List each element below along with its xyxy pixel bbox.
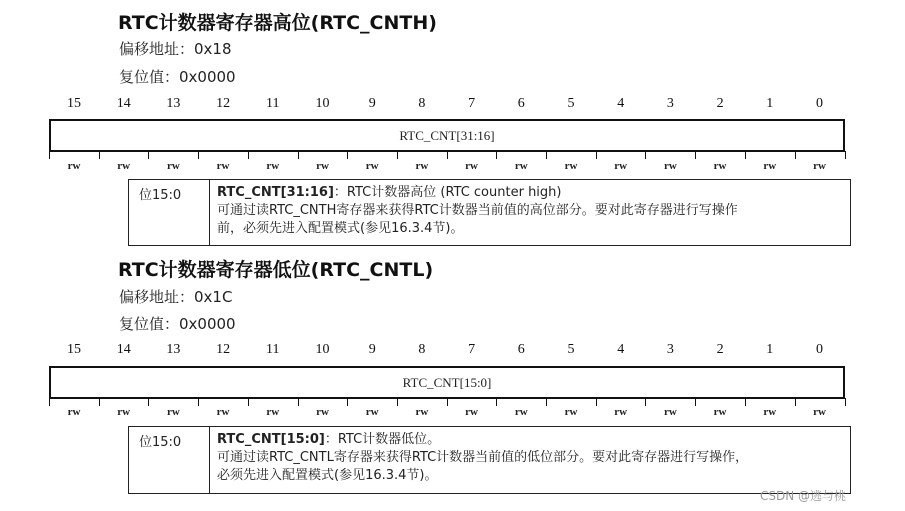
bit-number: 12 — [216, 342, 231, 357]
access-label: rw — [713, 406, 727, 418]
section-2-desc-line-2: 可通过读RTC_CNTL寄存器来获得RTC计数器当前值的低位部分。要对此寄存器进行写操作， — [217, 450, 749, 465]
bit-tick — [745, 151, 746, 159]
bit-tick — [645, 398, 646, 406]
access-label: rw — [365, 160, 379, 172]
section-2-desc-field: RTC_CNT[15:0] — [217, 432, 325, 447]
bit-tick — [645, 151, 646, 159]
access-label: rw — [514, 160, 528, 172]
access-label: rw — [663, 160, 677, 172]
bit-number: 0 — [816, 342, 823, 357]
section-2-bit-numbers — [48, 342, 848, 362]
access-label: rw — [465, 406, 478, 418]
bit-number: 1 — [766, 342, 774, 357]
bit-number: 13 — [166, 96, 181, 111]
access-label: rw — [117, 160, 131, 172]
bit-tick — [148, 398, 149, 406]
bit-number: 9 — [368, 342, 376, 357]
bit-tick — [596, 398, 597, 406]
access-label: rw — [564, 406, 578, 418]
access-label: rw — [67, 160, 81, 172]
bit-tick — [447, 151, 448, 159]
bit-tick — [745, 398, 746, 406]
access-label: rw — [365, 406, 379, 418]
bit-number: 1 — [766, 96, 774, 111]
bit-number: 3 — [666, 96, 674, 111]
section-2-register-field — [49, 366, 845, 399]
bit-tick — [397, 151, 398, 159]
access-label: rw — [763, 406, 777, 418]
access-label: rw — [166, 406, 180, 418]
bit-tick — [795, 151, 796, 159]
bit-number: 14 — [116, 96, 131, 111]
section-2-desc-bits: 位15:0 — [139, 435, 182, 450]
access-label: rw — [216, 160, 230, 172]
bit-tick — [695, 151, 696, 159]
bit-tick — [496, 398, 497, 406]
section-2-title: RTC计数器寄存器低位(RTC_CNTL) — [118, 259, 434, 281]
section-2-description-table — [128, 426, 851, 494]
section-1-desc-line-2: 可通过读RTC_CNTH寄存器来获得RTC计数器当前值的高位部分。要对此寄存器进行写操作 — [217, 203, 738, 218]
bit-tick — [795, 398, 796, 406]
access-label: rw — [117, 406, 131, 418]
section-2-desc-bits-cell — [129, 427, 210, 493]
section-1-bit-numbers — [48, 96, 848, 116]
bit-tick — [298, 398, 299, 406]
bit-number: 2 — [716, 96, 724, 111]
access-label: rw — [266, 160, 280, 172]
section-1-desc-line-3: 前，必须先进入配置模式(参见16.3.4节)。 — [217, 221, 464, 236]
bit-tick — [347, 398, 348, 406]
bit-tick — [845, 151, 846, 159]
section-1-description-table — [128, 179, 851, 246]
access-label: rw — [813, 406, 826, 418]
bit-number: 15 — [67, 96, 81, 111]
section-1-offset: 偏移地址：0x18 — [119, 40, 232, 58]
bit-tick — [248, 151, 249, 159]
bit-number: 7 — [468, 342, 476, 357]
bit-number: 11 — [266, 342, 280, 357]
bit-number: 6 — [517, 342, 525, 357]
section-2-offset: 偏移地址：0x1C — [119, 288, 233, 306]
bit-number: 10 — [315, 96, 330, 111]
watermark: CSDN @逃与桃 — [760, 489, 847, 503]
bit-number: 5 — [567, 96, 575, 111]
access-label: rw — [663, 406, 677, 418]
bit-tick — [695, 398, 696, 406]
bit-tick — [198, 398, 199, 406]
access-label: rw — [614, 406, 628, 418]
bit-tick — [397, 398, 398, 406]
bit-tick — [148, 151, 149, 159]
bit-tick — [248, 398, 249, 406]
bit-number: 3 — [666, 342, 674, 357]
bit-tick — [596, 151, 597, 159]
access-label: rw — [67, 406, 81, 418]
access-label: rw — [813, 160, 826, 172]
access-label: rw — [514, 406, 528, 418]
section-1-access-row — [48, 160, 848, 174]
bit-number: 4 — [617, 96, 625, 111]
section-2-desc-body — [217, 431, 842, 485]
bit-tick — [347, 151, 348, 159]
section-1-field-label: RTC_CNT[31:16] — [399, 127, 495, 143]
section-2-access-row — [48, 406, 848, 420]
bit-tick — [49, 398, 50, 406]
access-label: rw — [266, 406, 280, 418]
bit-number: 8 — [418, 342, 426, 357]
bit-number: 12 — [216, 96, 231, 111]
section-1-title: RTC计数器寄存器高位(RTC_CNTH) — [118, 12, 437, 34]
section-1-desc-bits: 位15:0 — [139, 188, 182, 203]
bit-tick — [99, 398, 100, 406]
section-2-desc-summary: ：RTC计数器低位。 — [324, 432, 441, 447]
section-2-reset: 复位值：0x0000 — [119, 315, 236, 333]
section-1-desc-bits-cell — [129, 180, 210, 245]
bit-number: 9 — [368, 96, 376, 111]
bit-number: 7 — [468, 96, 476, 111]
section-2-desc-line-3: 必须先进入配置模式(参见16.3.4节)。 — [217, 468, 438, 483]
access-label: rw — [763, 160, 777, 172]
bit-number: 15 — [67, 342, 81, 357]
section-2-bit-ticks — [48, 398, 848, 406]
bit-tick — [198, 151, 199, 159]
access-label: rw — [166, 160, 180, 172]
section-1-desc-summary: ：RTC计数器高位 (RTC counter high) — [333, 185, 562, 200]
bit-tick — [99, 151, 100, 159]
access-label: rw — [564, 160, 578, 172]
access-label: rw — [415, 160, 429, 172]
bit-tick — [546, 398, 547, 406]
bit-number: 13 — [166, 342, 181, 357]
access-label: rw — [713, 160, 727, 172]
bit-number: 10 — [315, 342, 330, 357]
bit-number: 5 — [567, 342, 575, 357]
section-1-desc-field: RTC_CNT[31:16] — [217, 185, 334, 200]
bit-tick — [49, 151, 50, 159]
bit-number: 8 — [418, 96, 426, 111]
bit-tick — [447, 398, 448, 406]
access-label: rw — [216, 406, 230, 418]
bit-number: 14 — [116, 342, 131, 357]
bit-tick — [546, 151, 547, 159]
bit-number: 6 — [517, 96, 525, 111]
section-1-desc-body — [217, 184, 842, 238]
section-2-field-label: RTC_CNT[15:0] — [402, 374, 492, 390]
bit-number: 11 — [266, 96, 280, 111]
bit-tick — [845, 398, 846, 406]
section-1-reset: 复位值：0x0000 — [119, 68, 236, 86]
access-label: rw — [415, 406, 429, 418]
access-label: rw — [614, 160, 628, 172]
access-label: rw — [465, 160, 478, 172]
bit-number: 2 — [716, 342, 724, 357]
bit-tick — [298, 151, 299, 159]
bit-number: 0 — [816, 96, 823, 111]
section-1-bit-ticks — [48, 151, 848, 159]
bit-tick — [496, 151, 497, 159]
section-1-register-field — [49, 119, 845, 152]
bit-number: 4 — [617, 342, 625, 357]
access-label: rw — [316, 406, 329, 418]
access-label: rw — [316, 160, 329, 172]
